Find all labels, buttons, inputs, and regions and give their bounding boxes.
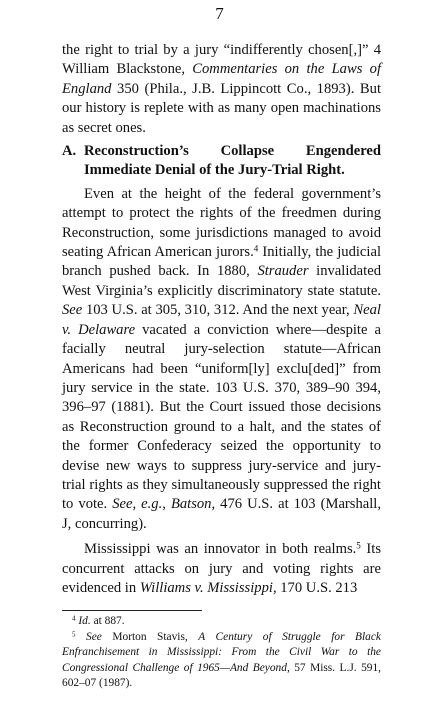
italic-text: Id. <box>78 615 91 627</box>
text-run: Mississippi was an innovator in both realms. <box>84 541 357 558</box>
text-run: Initially, the judicial branch pushed back. In 1880, <box>62 244 382 280</box>
text-run: , 170 U.S. 213 <box>272 579 358 596</box>
footnote-divider <box>62 610 202 611</box>
text-run: 103 U.S. at 305, 310, 312. And the next year, <box>82 302 354 319</box>
footnote-ref: 5 <box>356 540 361 551</box>
section-heading-text: Reconstruction’s Collapse Engendered Immediate Denial of the Jury-Trial Right. <box>84 143 381 179</box>
paragraph <box>62 540 381 598</box>
italic-text: Neal v. Delaware <box>62 302 381 338</box>
page-number: 7 <box>215 4 224 23</box>
footnote-ref: 4 <box>253 243 259 254</box>
text-run: vacated a conviction where—despite a facially neutral jury-selection statute—African Americans had been “uniform[ly] exclu[ded]” from jury service in the state. 103 U.S. 370, 389–90 394, 396–97 (1881). But the Court issued those decisions as Reconstruction ground to a halt, and the states of the former Confederacy seized the opportunity to devise new ways to suppress jury-service and jury-trial rights as they simultaneously suppressed the right to vote. <box>62 321 381 513</box>
footnotes <box>62 614 381 692</box>
text-run: 350 (Phila., J.B. Lippincott Co., 1893). But our history is replete with as many open machinations as secret ones. <box>62 80 381 136</box>
italic-text: Commentaries on the Laws of England <box>62 61 381 97</box>
footnote-ref: 4 <box>72 614 76 623</box>
text-run: , <box>162 496 171 513</box>
text-run: at 887. <box>90 615 125 627</box>
paragraph <box>62 41 381 138</box>
body-text <box>62 41 381 598</box>
italic-text: Williams v. Mississippi <box>139 579 273 596</box>
text-run <box>76 631 87 643</box>
italic-text: Batson <box>170 496 212 513</box>
paragraph <box>62 185 381 534</box>
section-heading <box>62 142 381 181</box>
text-run: Morton Stavis, <box>101 630 199 643</box>
footnote <box>62 630 381 692</box>
footnote <box>62 614 381 630</box>
text-run: Its concurrent attacks on jury and voting rights are evidenced in <box>62 541 381 596</box>
section-heading-label: A. <box>62 143 77 160</box>
text-run: , 57 Miss. L.J. 591, 602–07 (1987). <box>62 661 382 690</box>
footnote-ref: 5 <box>72 630 76 639</box>
italic-text: A Century of Struggle for Black Enfranchisement in Mississippi: From the Civil War to the Congressional Challenge of 1965—And Beyond <box>62 630 381 674</box>
text-run: invalidated West Virginia’s explicitly discriminatory state statute. <box>62 263 381 299</box>
italic-text: Strauder <box>257 263 309 280</box>
text-run: , 476 U.S. at 103 (Marshall, J, concurring). <box>62 496 381 532</box>
text-run: Even at the height of the federal government’s attempt to protect the rights of the freedmen during Reconstruction, some jurisdictions managed to avoid seating African American jurors. <box>62 185 381 261</box>
italic-text: See <box>62 302 83 319</box>
italic-text: See <box>86 630 102 643</box>
italic-text: See, e.g. <box>112 496 163 513</box>
text-run: the right to trial by a jury “indifferently chosen[,]” 4 William Blackstone, <box>62 42 381 78</box>
